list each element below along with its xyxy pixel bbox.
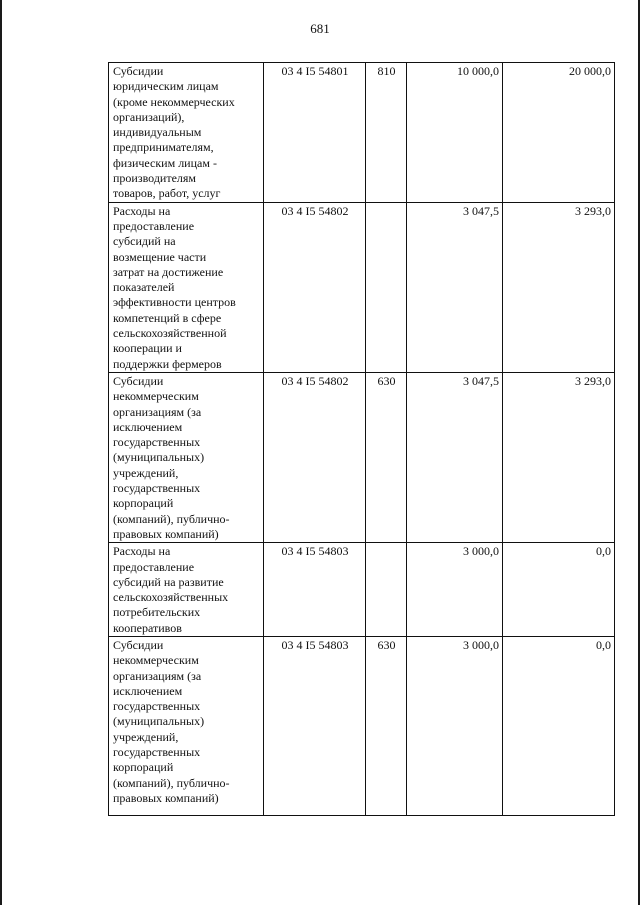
- row-type-cell: 630: [366, 372, 407, 542]
- table-row: [109, 636, 615, 815]
- row-value-1-cell: 3 047,5: [407, 372, 503, 542]
- row-value-1-cell: 10 000,0: [407, 63, 503, 203]
- row-value-2-cell: 3 293,0: [503, 202, 615, 372]
- row-code-cell: 03 4 I5 54802: [264, 372, 366, 542]
- table-row: [109, 202, 615, 372]
- row-value-1-cell: 3 000,0: [407, 636, 503, 815]
- table-row: [109, 63, 615, 203]
- scan-left-edge: [0, 0, 2, 905]
- row-value-1-cell: 3 047,5: [407, 202, 503, 372]
- row-name-cell: Субсидии юридическим лицам (кроме некоммерческих организаций), индивидуальным предпринимателям, физическим лицам - производителям товаров, работ, услуг: [109, 63, 264, 203]
- row-value-2-cell: 0,0: [503, 543, 615, 637]
- table-row: [109, 543, 615, 637]
- row-name-cell: Расходы на предоставление субсидий на развитие сельскохозяйственных потребительских кооперативов: [109, 543, 264, 637]
- row-code-cell: 03 4 I5 54803: [264, 636, 366, 815]
- budget-table: [108, 62, 615, 816]
- row-name-cell: Субсидии некоммерческим организациям (за исключением государственных (муниципальных) учреждений, государственных корпораций (компаний), публично- правовых компаний): [109, 636, 264, 815]
- row-type-cell: [366, 543, 407, 637]
- row-name-cell: Субсидии некоммерческим организациям (за исключением государственных (муниципальных) учреждений, государственных корпораций (компаний), публично- правовых компаний): [109, 372, 264, 542]
- row-value-2-cell: 0,0: [503, 636, 615, 815]
- table-row: [109, 372, 615, 542]
- row-name-cell: Расходы на предоставление субсидий на возмещение части затрат на достижение показателей эффективности центров компетенций в сфере сельскохозяйственной кооперации и поддержки фермеров: [109, 202, 264, 372]
- table-body: [109, 63, 615, 816]
- row-value-1-cell: 3 000,0: [407, 543, 503, 637]
- page-number: 681: [310, 21, 330, 36]
- row-value-2-cell: 3 293,0: [503, 372, 615, 542]
- row-code-cell: 03 4 I5 54803: [264, 543, 366, 637]
- row-type-cell: 630: [366, 636, 407, 815]
- row-type-cell: [366, 202, 407, 372]
- row-value-2-cell: 20 000,0: [503, 63, 615, 203]
- row-type-cell: 810: [366, 63, 407, 203]
- row-code-cell: 03 4 I5 54802: [264, 202, 366, 372]
- row-code-cell: 03 4 I5 54801: [264, 63, 366, 203]
